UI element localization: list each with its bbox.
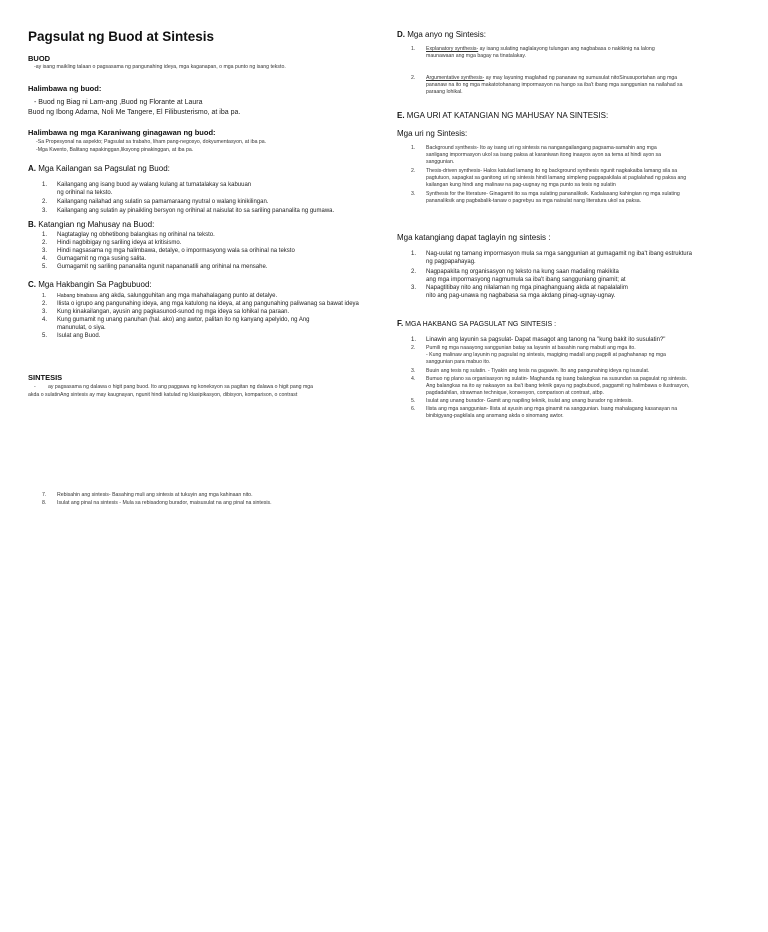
list-item xyxy=(40,316,370,324)
list-item: 3. Buuin ang tesis ng sulatin. - Tiyakin ang tesis na gagawin. Ito ang pangunahing ideya ng isusulat. xyxy=(411,368,650,374)
list-item xyxy=(40,231,370,239)
list-number: 2. xyxy=(42,199,48,205)
section-e-list xyxy=(409,145,749,205)
list-item xyxy=(40,247,370,255)
list-item xyxy=(40,198,370,206)
section-a-heading: A. Mga Kailangan sa Pagsulat ng Buod: xyxy=(28,164,170,173)
section-a-list xyxy=(40,181,370,215)
list-text: Hindi nagbibigay ng sariling ideya at kritisismo. xyxy=(57,240,182,246)
list-number: 1. xyxy=(42,182,48,188)
list-text: ng orihinal na teksto. xyxy=(57,190,113,196)
page-title: Pagsulat ng Buod at Sintesis xyxy=(28,29,215,44)
katangian-list xyxy=(409,250,749,300)
list-text: Kailangang nailahad ang sulatin sa pamamaraang nyutral o walang kinikilingan. xyxy=(57,199,269,205)
list-item: 1. Nag-uulat ng tamang impormasyon mula sa mga sanggunian at gumagamit ng iba't ibang estruktura ng pagpapahayag. xyxy=(411,251,692,265)
sintesis-line2: akda o sulatinAng sintesis ay may kaugnayan, ngunit hindi katulad ng klasipikasyon, dibisyon, komparison, o contrast xyxy=(28,392,298,398)
list-item: 1. Linawin ang layunin sa pagsulat- Dapat masagot ang tanong na "kung bakit ito susulatin?" xyxy=(411,337,666,343)
section-c-heading: C. Mga Hakbangin Sa Pagbubuod: xyxy=(28,280,152,289)
section-b-heading: B. Katangian ng Mahusay na Buod: xyxy=(28,220,155,229)
halimbawa-buod-line2: Buod ng Ibong Adarna, Noli Me Tangere, El Filibusterismo, at iba pa. xyxy=(28,109,241,116)
list-item: 2. Pumili ng mga naaayong sanggunian batay sa layunin at basahin nang mabuti ang mga ito. - Kung malinaw ang layunin ng pagsulat ng sintesis, magiging madali ang pagpili at paghahanap ng mga sanggunian para mabuo ito. xyxy=(411,345,666,365)
sintesis-dash: - xyxy=(34,384,36,390)
list-item xyxy=(40,308,370,316)
list-text: Kung kinakailangan, ayusin ang pagkasunod-sunod ng mga ideya sa lohikal na paraan. xyxy=(57,309,290,315)
list-number: 7. xyxy=(42,492,47,498)
list-item xyxy=(40,324,370,332)
list-number: 2. xyxy=(42,240,48,246)
list-text: manunulat, o siya. xyxy=(57,325,106,331)
karaniwan-heading: Halimbawa ng mga Karaniwang ginagawan ng buod: xyxy=(28,128,216,137)
list-text: Gumagamit ng sariling pananalita ngunit napananatili ang orihinal na mensahe. xyxy=(57,264,268,270)
karaniwan-line2: -Mga Kwento, Balitang napakinggan,liksyong pinakinggan, at iba pa. xyxy=(36,147,194,153)
list-item xyxy=(40,263,370,271)
list-number: 3. xyxy=(42,208,48,214)
list-number: 3. xyxy=(42,248,48,254)
list-item xyxy=(40,181,370,189)
halimbawa-buod-heading: Halimbawa ng buod: xyxy=(28,84,102,93)
list-item: 2. Nagpapakita ng organisasyon ng teksto na kung saan madaling makikita ang mga impormasyong nagmumula sa iba't ibang sangguniang ginamit; at xyxy=(411,269,626,283)
list-item xyxy=(40,255,370,263)
list-item: 2. Argumentative synthesis- ay may layuning maglahad ng pananaw ng sumusulat nitoSinusuportahan ang mga pananaw na ito ng mga makatotohanang impormasyon na hango sa iba't ibang mga sanggunian na nailahad sa paraang lohikal. xyxy=(411,75,683,95)
buod-heading: BUOD xyxy=(28,54,51,63)
list-number: 1. xyxy=(42,232,48,238)
karaniwan-line1: -Sa Propesyonal na aspekto; Pagsulat sa trabaho, liham pang-negosyo, dokyumentasyon, at iba pa. xyxy=(36,139,267,145)
list-item xyxy=(40,492,370,499)
halimbawa-buod-line1: - Buod ng Biag ni Lam-ang ,Buod ng Florante at Laura xyxy=(34,99,203,106)
list-number: 2. xyxy=(42,301,48,307)
list-text: Ilista o igrupo ang pangunahing ideya, ang mga katulong na ideya, at ang pangunahing paliwanag sa bawat ideya xyxy=(57,301,359,307)
list-text: Hindi nagsasama ng mga halimbawa, detalye, o impormasyong wala sa orihinal na teksto xyxy=(57,248,295,254)
list-item xyxy=(40,239,370,247)
list-item: 1. Background synthesis- Ito ay isang uri ng sintesis na nangangailangang pagsama-samahin ang mga sanligang impormasyon ukol sa isang paksa at karaniwan itong inaayos ayon sa tema at hindi ayon sa sanggunian. xyxy=(411,145,662,165)
list-item: 6. Ilista ang mga sanggunian- Ilista at ayusin ang mga ginamit na sanggunian. Isang mahalagang kasanayan na binibigyang-pagkilala ang ansmang akda o sinomang awtor. xyxy=(411,406,678,419)
list-item: 1. Explanatory synthesis- ay isang sulating naglalayong tulungan ang nagbabasa o nakikinig na lalong maunawaan ang mga bagay na tinatalakay. xyxy=(411,46,655,59)
list-item: 4. Bumuo ng plano sa organisasyon ng sulatin- Maghanda ng isang balangkas na susundan sa pagsulat ng sintesis. Ang balangkas na ito ay nakaayon sa iba't ibang teknik gaya ng pagbubuod, paggamit ng halimbawa o ilustrasyon, pagdadahilan, strawman technique, konsesyon, comparison at contrast, atbp. xyxy=(411,376,690,396)
list-number: 4. xyxy=(42,256,48,262)
list-text: Kailangang ang isang buod ay walang kulang at tumatalakay sa kabuuan xyxy=(57,182,252,188)
section-f-list xyxy=(409,336,754,420)
buod-definition: -ay isang maikling talaan o pagsasama ng pangunahing ideya, mga kaganapan, o mga punto ng isang teksto. xyxy=(34,64,286,70)
list-item xyxy=(40,207,370,215)
katangian-heading: Mga katangiang dapat taglayin ng sintesis : xyxy=(397,233,551,242)
section-c-list xyxy=(40,292,370,340)
sintesis-heading: SINTESIS xyxy=(28,373,63,382)
list-item: 3. Synthesis for the literature- Ginagamit ito sa mga sulating pananaliksik. Kadalasang kahingian ng mga sulating pananaliksik ang pagbabalik-tanaw o pagrebyu sa mga naisulat nang literatura ukol sa paksa. xyxy=(411,191,680,204)
list-item xyxy=(40,189,370,197)
list-item: 1. Habang binabasa ang akda, salungguhitan ang mga mahahalagang punto at detalye. xyxy=(42,293,278,299)
list-number: 5. xyxy=(42,333,48,339)
list-number: 3. xyxy=(42,309,48,315)
list-text: Kung gumamit ng unang panuhan (hal. ako) ang awtor, palitan ito ng kanyang apelyido, ng Ang xyxy=(57,317,310,323)
list-item xyxy=(40,332,370,340)
list-number: 4. xyxy=(42,317,48,323)
list-item xyxy=(40,300,370,308)
list-number: 5. xyxy=(42,264,48,270)
list-text: Gumagamit ng mga susing salita. xyxy=(57,256,147,262)
list-item xyxy=(40,500,370,507)
list-text: Rebisahin ang sintesis- Basahing muli ang sintesis at tukuyin ang mga kahinaan nito. xyxy=(57,492,253,498)
list-item: 5. Isulat ang unang burador- Gamit ang napiling teknik, isulat ang unang burador ng sintesis. xyxy=(411,398,633,404)
list-text: Kailangang ang sulatin ay pinaikling bersyon ng orihinal at naisulat ito sa sariling pananalita ng gumawa. xyxy=(57,208,335,214)
list-text: Isulat ang Buod. xyxy=(57,333,101,339)
list-item: 2. Thesis-driven synthesis- Halos katulad lamang ito ng background synthesis ngunit nagkakaiba lamang sila sa pagtutuon, sapagkat sa ganitong uri ng sintesis hindi lamang simpleng pagpapakilala at paglalahad ng paksa ang kailangan kung hindi ang malinaw na pag-uugnay ng mga punto sa tesis ng sulatin xyxy=(411,168,687,188)
section-e-heading: E. MGA URI AT KATANGIAN NG MAHUSAY NA SINTESIS: xyxy=(397,111,609,120)
section-d-heading: D. Mga anyo ng Sintesis: xyxy=(397,30,486,39)
section-d-list xyxy=(409,46,749,96)
sintesis-line1: ay pagsasama ng dalawa o higit pang buod. Ito ang paggawa ng koneksyon sa pagitan ng dalawa o higit pang mga xyxy=(48,384,314,390)
bottom-list xyxy=(40,492,370,507)
list-text: Isulat ang pinal na sintesis - Mula sa rebisadong burador, maisusulat na ang pinal na sintesis. xyxy=(57,500,272,506)
list-number: 8. xyxy=(42,500,47,506)
list-text: Nagtataglay ng obhetibong balangkas ng orihinal na teksto. xyxy=(57,232,215,238)
section-f-heading: F. MGA HAKBANG SA PAGSULAT NG SINTESIS : xyxy=(397,319,557,328)
section-b-list xyxy=(40,231,370,271)
uri-heading: Mga uri ng Sintesis: xyxy=(397,129,468,138)
list-item: 3. Napagtitibay nito ang nilalaman ng mga pinaghanguang akda at napalalalim nito ang pag-unawa ng nagbabasa sa mga akdang pinag-ugnay-ugnay. xyxy=(411,285,628,299)
